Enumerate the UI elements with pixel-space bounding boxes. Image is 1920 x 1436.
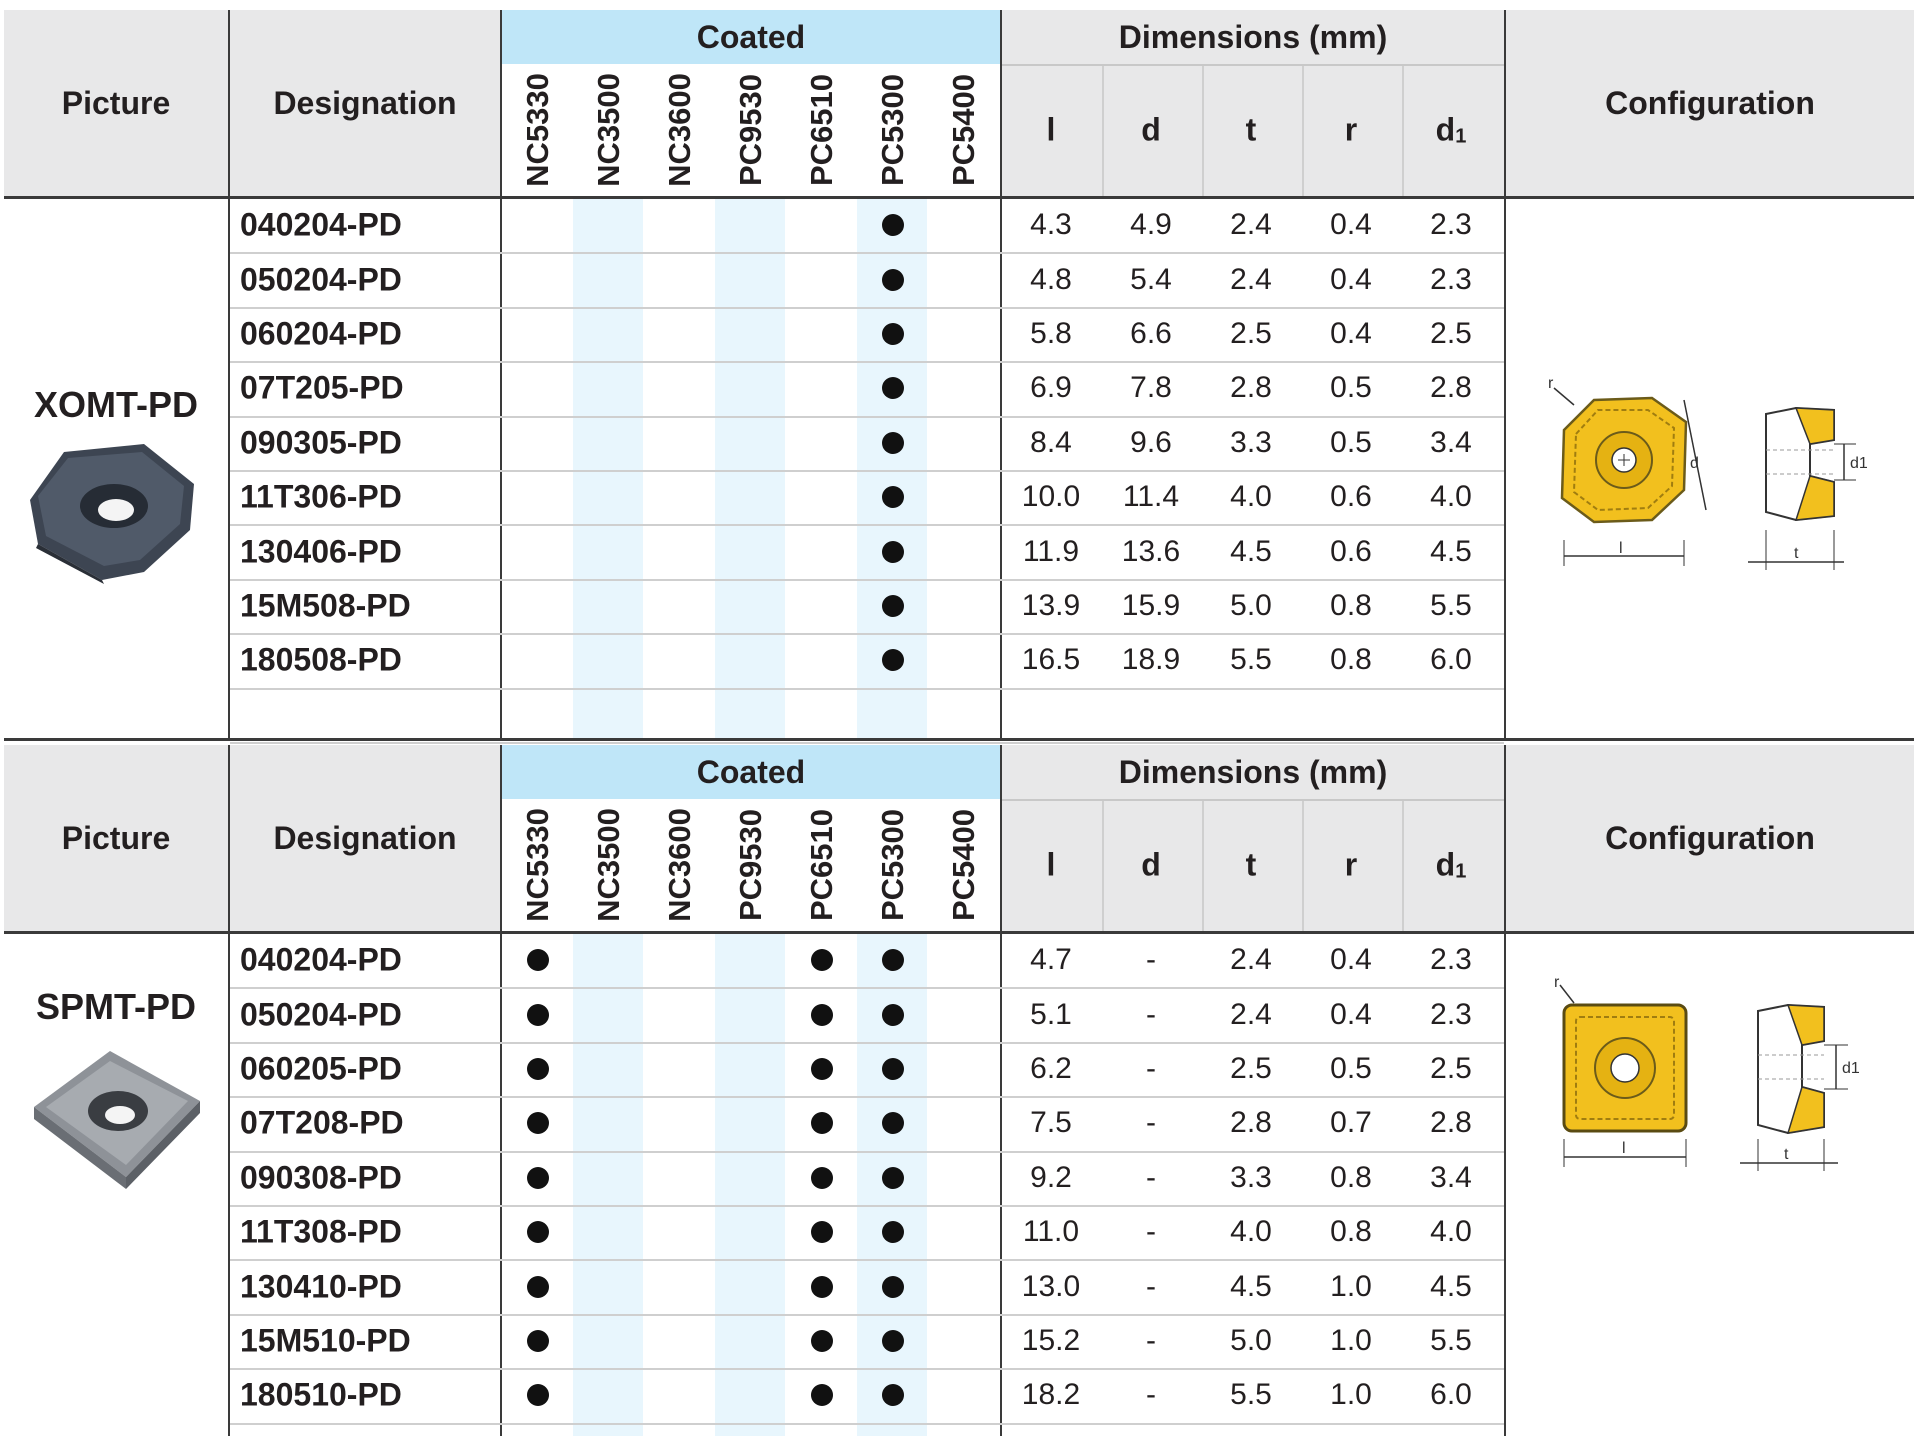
availability-dot-pc5300 — [882, 1167, 904, 1189]
header-dimensions: Dimensions (mm) — [1118, 18, 1388, 55]
dim-divider — [1202, 801, 1204, 931]
dimension-value: 4.7 — [1030, 943, 1072, 977]
availability-dot-nc5330 — [527, 949, 549, 971]
dimension-value: 2.3 — [1430, 997, 1472, 1031]
diagram-label-r: r — [1554, 975, 1560, 991]
dimension-value: 0.5 — [1330, 371, 1372, 405]
dimension-value: 4.3 — [1030, 208, 1072, 242]
designation-cell: 050204-PD — [240, 261, 402, 298]
availability-dot-nc5330 — [527, 1112, 549, 1134]
dim-label-d: d — [1141, 846, 1161, 883]
availability-dot-pc6510 — [811, 1276, 833, 1298]
grade-label: NC3500 — [591, 73, 626, 187]
dimension-value: 0.6 — [1330, 534, 1372, 568]
dimension-value: 2.8 — [1230, 1106, 1272, 1140]
diagram-label-t: t — [1784, 1146, 1789, 1163]
row-separator — [230, 633, 1504, 635]
dimension-value: 2.8 — [1430, 1106, 1472, 1140]
dimension-value: 18.9 — [1121, 643, 1181, 677]
availability-dot-pc5300 — [882, 1330, 904, 1352]
dimension-value: 8.4 — [1030, 425, 1072, 459]
grade-label: PC5400 — [946, 808, 981, 922]
grade-stripe — [573, 933, 643, 1436]
dimension-value: 0.8 — [1330, 643, 1372, 677]
grade-label: NC3600 — [662, 73, 697, 187]
insert-photo-xomt — [24, 438, 204, 584]
dimension-value: 6.0 — [1430, 643, 1472, 677]
diagram-label-d: d — [1690, 455, 1699, 472]
designation-cell: 090305-PD — [240, 424, 402, 461]
availability-dot-pc6510 — [811, 1384, 833, 1406]
designation-cell: 15M508-PD — [240, 587, 411, 624]
dimension-value: 0.4 — [1330, 943, 1372, 977]
col-divider — [500, 745, 502, 1436]
availability-dot-pc5300 — [882, 432, 904, 454]
row-separator — [230, 1042, 1504, 1044]
dimension-value: 2.3 — [1430, 943, 1472, 977]
dim-divider — [1202, 66, 1204, 196]
availability-dot-pc5300 — [882, 1276, 904, 1298]
availability-dot-nc5330 — [527, 1276, 549, 1298]
dimension-value: 5.5 — [1430, 1324, 1472, 1357]
designation-cell: 07T205-PD — [240, 369, 404, 406]
dimension-value: 4.8 — [1030, 262, 1072, 296]
col-divider — [1504, 745, 1506, 1436]
product-name: SPMT-PD — [35, 986, 197, 1027]
row-separator — [230, 1314, 1504, 1316]
designation-cell: 07T208-PD — [240, 1104, 404, 1141]
availability-dot-pc5300 — [882, 1112, 904, 1134]
col-divider — [1000, 10, 1002, 738]
grade-label: PC6510 — [804, 73, 839, 187]
row-separator — [230, 1423, 1504, 1425]
diagram-label-t: t — [1794, 545, 1799, 562]
availability-dot-pc5300 — [882, 595, 904, 617]
header-configuration: Configuration — [1605, 819, 1815, 856]
dimension-value: 2.5 — [1430, 1052, 1472, 1085]
dimension-value: 11.9 — [1022, 534, 1080, 568]
dim-label-l: l — [1046, 846, 1056, 883]
designation-cell: 130406-PD — [240, 533, 402, 570]
row-separator — [230, 307, 1504, 309]
dimension-value: - — [1146, 997, 1156, 1031]
availability-dot-pc6510 — [811, 1221, 833, 1243]
row-separator — [230, 742, 1504, 744]
grade-stripe — [573, 198, 643, 738]
designation-cell: 15M510-PD — [240, 1322, 411, 1359]
dimension-value: 13.9 — [1021, 589, 1081, 622]
diagram-label-d1: d1 — [1850, 455, 1868, 472]
dimension-value: - — [1146, 1160, 1156, 1194]
designation-cell: 180510-PD — [240, 1376, 402, 1413]
dimension-value: 2.3 — [1430, 262, 1472, 296]
grade-label: PC9530 — [733, 808, 768, 922]
dimension-value: 4.9 — [1130, 208, 1172, 242]
availability-dot-pc5300 — [882, 1384, 904, 1406]
dimension-value: 2.5 — [1230, 317, 1272, 350]
dimension-value: 6.0 — [1430, 1378, 1472, 1412]
section-bottom-rule — [4, 738, 1914, 741]
dimension-value: 0.8 — [1330, 1215, 1372, 1249]
dimension-value: 3.3 — [1230, 425, 1272, 459]
dimension-value: 15.9 — [1121, 589, 1181, 622]
dimension-value: 3.3 — [1230, 1160, 1272, 1194]
row-separator — [230, 524, 1504, 526]
diagram-label-l: l — [1622, 1140, 1626, 1157]
designation-cell: 060205-PD — [240, 1050, 402, 1087]
dimension-value: - — [1146, 1052, 1156, 1085]
dimension-value: 15.2 — [1021, 1324, 1081, 1357]
row-separator — [230, 470, 1504, 472]
dimension-value: 1.0 — [1330, 1324, 1372, 1357]
product-name: XOMT-PD — [33, 384, 199, 425]
dimension-value: - — [1146, 943, 1156, 977]
dimension-value: 2.5 — [1230, 1052, 1272, 1085]
dimension-value: 16.5 — [1021, 643, 1081, 677]
designation-cell: 130410-PD — [240, 1268, 402, 1305]
availability-dot-pc6510 — [811, 1004, 833, 1026]
dimension-value: 5.5 — [1430, 589, 1472, 622]
dimension-value: - — [1146, 1324, 1156, 1357]
dimension-value: 4.5 — [1230, 1269, 1272, 1303]
row-separator — [230, 361, 1504, 363]
designation-cell: 040204-PD — [240, 941, 402, 978]
dimension-value: - — [1146, 1215, 1156, 1249]
dim-label-t: t — [1245, 111, 1257, 148]
availability-dot-pc6510 — [811, 949, 833, 971]
col-divider — [1504, 10, 1506, 738]
col-divider — [228, 745, 230, 1436]
availability-dot-pc5300 — [882, 377, 904, 399]
designation-cell: 040204-PD — [240, 206, 402, 243]
dim-label-t: t — [1245, 846, 1257, 883]
row-separator — [230, 1151, 1504, 1153]
designation-cell: 060204-PD — [240, 315, 402, 352]
row-separator — [230, 416, 1504, 418]
header-bottom-rule — [4, 931, 1914, 934]
availability-dot-nc5330 — [527, 1004, 549, 1026]
row-separator — [230, 987, 1504, 989]
diagram-label-l: l — [1619, 540, 1623, 557]
dim-label-d1-sub: 1 — [1455, 125, 1467, 148]
dimension-value: 2.4 — [1230, 262, 1272, 296]
availability-dot-nc5330 — [527, 1167, 549, 1189]
availability-dot-pc6510 — [811, 1058, 833, 1080]
header-bottom-rule — [4, 196, 1914, 199]
availability-dot-nc5330 — [527, 1058, 549, 1080]
dim-divider — [1302, 66, 1304, 196]
dimension-value: 4.5 — [1430, 534, 1472, 568]
header-divider — [1002, 64, 1504, 66]
availability-dot-pc5300 — [882, 269, 904, 291]
dimension-value: 4.0 — [1430, 1215, 1472, 1249]
dimension-value: 0.8 — [1330, 589, 1372, 622]
designation-cell: 180508-PD — [240, 641, 402, 678]
dimension-value: - — [1146, 1269, 1156, 1303]
dimension-value: 2.8 — [1230, 371, 1272, 405]
diagram-label-d1: d1 — [1842, 1060, 1860, 1077]
dimension-value: 5.5 — [1230, 1378, 1272, 1412]
dimension-value: 3.4 — [1430, 1160, 1472, 1194]
availability-dot-pc5300 — [882, 214, 904, 236]
grade-label: NC5330 — [520, 73, 555, 187]
availability-dot-pc6510 — [811, 1167, 833, 1189]
dimension-value: 2.5 — [1430, 317, 1472, 350]
dimension-value: 0.4 — [1330, 208, 1372, 242]
header-picture: Picture — [61, 819, 171, 856]
header-dimensions: Dimensions (mm) — [1118, 753, 1388, 790]
config-diagram-spmt — [1534, 975, 1894, 1175]
dimension-value: 4.0 — [1230, 1215, 1272, 1249]
header-picture: Picture — [61, 84, 171, 121]
grade-label: PC6510 — [804, 808, 839, 922]
dimension-value: - — [1146, 1106, 1156, 1140]
dimension-value: 4.5 — [1430, 1269, 1472, 1303]
dimension-value: 18.2 — [1021, 1378, 1081, 1412]
dim-divider — [1102, 801, 1104, 931]
row-separator — [230, 688, 1504, 690]
row-separator — [230, 1096, 1504, 1098]
dimension-value: 6.9 — [1030, 371, 1072, 405]
header-configuration: Configuration — [1605, 84, 1815, 121]
dimension-value: 6.6 — [1130, 317, 1172, 350]
header-designation: Designation — [273, 84, 457, 121]
grade-label: NC3500 — [591, 808, 626, 922]
grade-stripe — [715, 198, 785, 738]
dimension-value: 0.5 — [1330, 1052, 1372, 1085]
dimension-value: 3.4 — [1430, 425, 1472, 459]
dim-label-d1-main: d — [1435, 111, 1456, 148]
dimension-value: 0.8 — [1330, 1160, 1372, 1194]
grade-label: PC5300 — [875, 808, 910, 922]
dim-divider — [1302, 801, 1304, 931]
designation-cell: 050204-PD — [240, 996, 402, 1033]
dimension-value: 2.4 — [1230, 997, 1272, 1031]
col-divider — [228, 10, 230, 738]
header-designation: Designation — [273, 819, 457, 856]
dim-divider — [1402, 801, 1404, 931]
availability-dot-pc5300 — [882, 949, 904, 971]
availability-dot-pc6510 — [811, 1112, 833, 1134]
dim-label-d1-sub: 1 — [1455, 860, 1467, 883]
availability-dot-pc5300 — [882, 1221, 904, 1243]
availability-dot-nc5330 — [527, 1384, 549, 1406]
dimension-value: 2.3 — [1430, 208, 1472, 242]
dimension-value: 0.4 — [1330, 317, 1372, 350]
availability-dot-nc5330 — [527, 1221, 549, 1243]
designation-cell: 11T308-PD — [240, 1213, 402, 1250]
row-separator — [230, 1259, 1504, 1261]
dimension-value: 5.8 — [1030, 317, 1072, 350]
header-coated: Coated — [696, 753, 806, 790]
dim-label-r: r — [1344, 846, 1358, 883]
grade-stripe — [715, 933, 785, 1436]
dimension-value: 11.4 — [1122, 480, 1180, 514]
dimension-value: 9.6 — [1130, 425, 1172, 459]
grade-label: PC5300 — [875, 73, 910, 187]
dim-label-r: r — [1344, 111, 1358, 148]
grade-label: NC5330 — [520, 808, 555, 922]
availability-dot-nc5330 — [527, 1330, 549, 1352]
dimension-value: 11.0 — [1022, 1215, 1080, 1249]
availability-dot-pc5300 — [882, 649, 904, 671]
availability-dot-pc5300 — [882, 323, 904, 345]
availability-dot-pc5300 — [882, 1004, 904, 1026]
dimension-value: 0.7 — [1330, 1106, 1372, 1140]
dimension-value: 2.4 — [1230, 943, 1272, 977]
dimension-value: 5.5 — [1230, 643, 1272, 677]
dim-label-d1 — [1436, 112, 1467, 149]
grade-label: NC3600 — [662, 808, 697, 922]
dimension-value: 1.0 — [1330, 1269, 1372, 1303]
insert-photo-spmt — [26, 1043, 206, 1193]
availability-dot-pc5300 — [882, 486, 904, 508]
header-coated: Coated — [696, 18, 806, 55]
dimension-value: 2.8 — [1430, 371, 1472, 405]
config-diagram-xomt — [1534, 370, 1894, 580]
row-separator — [230, 252, 1504, 254]
dimension-value: 0.5 — [1330, 425, 1372, 459]
dimension-value: 13.0 — [1021, 1269, 1081, 1303]
dimension-value: 0.4 — [1330, 262, 1372, 296]
grade-label: PC5400 — [946, 73, 981, 187]
row-separator — [230, 579, 1504, 581]
grade-label: PC9530 — [733, 73, 768, 187]
dimension-value: 0.4 — [1330, 997, 1372, 1031]
header-divider — [1002, 799, 1504, 801]
dimension-value: 4.5 — [1230, 534, 1272, 568]
dimension-value: 5.4 — [1130, 262, 1172, 296]
diagram-label-r: r — [1548, 375, 1554, 392]
dimension-value: 5.0 — [1230, 589, 1272, 622]
dim-label-d1-main: d — [1435, 846, 1456, 883]
dim-divider — [1102, 66, 1104, 196]
row-separator — [230, 1368, 1504, 1370]
row-separator — [230, 1205, 1504, 1207]
dimension-value: 0.6 — [1330, 480, 1372, 514]
designation-cell: 11T306-PD — [240, 478, 402, 515]
col-divider — [1000, 745, 1002, 1436]
dimension-value: 9.2 — [1030, 1160, 1072, 1194]
dimension-value: 7.8 — [1130, 371, 1172, 405]
dimension-value: 13.6 — [1121, 534, 1181, 568]
dim-label-l: l — [1046, 111, 1056, 148]
availability-dot-pc6510 — [811, 1330, 833, 1352]
dimension-value: - — [1146, 1378, 1156, 1412]
dimension-value: 4.0 — [1230, 480, 1272, 514]
dimension-value: 4.0 — [1430, 480, 1472, 514]
dimension-value: 6.2 — [1030, 1052, 1072, 1085]
col-divider — [500, 10, 502, 738]
dimension-value: 2.4 — [1230, 208, 1272, 242]
dimension-value: 1.0 — [1330, 1378, 1372, 1412]
dimension-value: 7.5 — [1030, 1106, 1072, 1140]
dim-label-d: d — [1141, 111, 1161, 148]
dimension-value: 5.1 — [1030, 997, 1072, 1031]
designation-cell: 090308-PD — [240, 1159, 402, 1196]
dim-label-d1 — [1436, 847, 1467, 884]
dimension-value: 5.0 — [1230, 1324, 1272, 1357]
availability-dot-pc5300 — [882, 541, 904, 563]
availability-dot-pc5300 — [882, 1058, 904, 1080]
dimension-value: 10.0 — [1021, 480, 1081, 514]
dim-divider — [1402, 66, 1404, 196]
